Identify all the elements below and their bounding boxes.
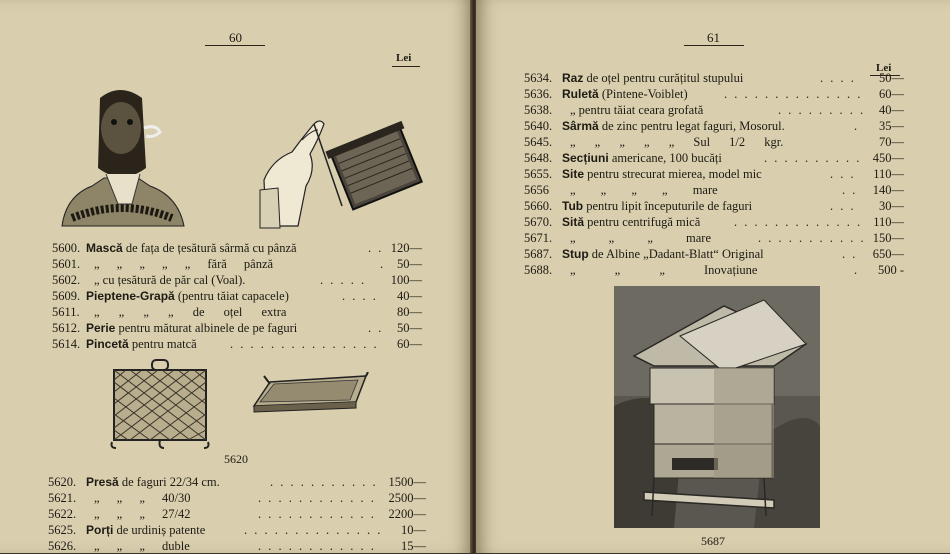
right-page: [476, 0, 950, 553]
list-item: 5634. Raz de oțel pentru curățitul stupului . . . . 50—: [524, 71, 904, 85]
currency-rule-left: [392, 66, 420, 67]
list-item: 5625. Porți de urdiniș patente . . . . . . . . . . . . . . 10—: [48, 523, 426, 537]
list-item: 5648. Secțiuni americane, 100 bucăți . . . . . . . . . . 450—: [524, 151, 904, 165]
list-item: 5622. „ „ „ 27/42 . . . . . . . . . . . . 2200—: [48, 507, 426, 521]
beehive-illustration: [614, 286, 820, 528]
list-item: 5671. „ „ „ mare . . . . . . . . . . . 150—: [524, 231, 904, 245]
list-item: 5621. „ „ „ 40/30 . . . . . . . . . . . . 2500—: [48, 491, 426, 505]
list-item: 5660. Tub pentru lipit începuturile de faguri . . . 30—: [524, 199, 904, 213]
list-item: 5656 „ „ „ „ mare . . 140—: [524, 183, 904, 197]
page-number-left: 60: [229, 30, 242, 45]
page-number-right: 61: [707, 30, 720, 45]
list-item: 5602. „ cu țesătură de păr cal (Voal). . . . . . 100—: [52, 273, 422, 287]
list-item: 5600. Mască de fața de țesătură sârmă cu pânză . . 120—: [52, 241, 422, 255]
currency-header-right: Lei: [876, 62, 892, 74]
list-item: 5626. „ „ „ duble . . . . . . . . . . . . 15—: [48, 539, 426, 553]
beehive-photo: [614, 286, 820, 528]
hand-comb-illustration: [258, 110, 424, 230]
list-item: 5611. „ „ „ „ de oțel extra 80—: [52, 305, 422, 319]
currency-header-left: Lei: [396, 52, 412, 64]
list-item: 5655. Site pentru strecurat mierea, model mic . . . 110—: [524, 167, 904, 181]
page-number-rule-right: [684, 45, 744, 46]
list-item: 5640. Sârmă de zinc pentru legat faguri, Mosorul. . 35—: [524, 119, 904, 133]
list-item: 5612. Perie pentru măturat albinele de pe faguri . . 50—: [52, 321, 422, 335]
list-item: 5614. Pincetă pentru matcă . . . . . . . . . . . . . . . 60—: [52, 337, 422, 351]
page-number-rule-left: [205, 45, 265, 46]
list-item: 5609. Pieptene-Grapă (pentru tăiat capacele) . . . . 40—: [52, 289, 422, 303]
bee-mask-illustration: [52, 78, 190, 228]
list-item: 5688. „ „ „ Inovațiune . 500 -: [524, 263, 904, 277]
list-item: 5601. „ „ „ „ „ fără pânză . 50—: [52, 257, 422, 271]
figure-caption-5620: 5620: [224, 452, 248, 466]
list-item: 5636. Ruletă (Pintene-Voiblet) . . . . . . . . . . . . . . 60—: [524, 87, 904, 101]
list-item: 5687. Stup de Albine „Dadant-Blatt“ Original . . 650—: [524, 247, 904, 261]
list-item: 5645. „ „ „ „ „ Sul 1/2 kgr. 70—: [524, 135, 904, 149]
comb-tray-illustration: [250, 372, 370, 414]
left-page: [0, 0, 472, 553]
comb-press-illustration: [110, 358, 210, 450]
list-item: 5638. „ pentru tăiat ceara grofată . . . . . . . . . 40—: [524, 103, 904, 117]
list-item: 5620. Presă de faguri 22/34 cm. . . . . . . . . . . . 1500—: [48, 475, 426, 489]
figure-caption-5687: 5687: [701, 534, 725, 548]
list-item: 5670. Sită pentru centrifugă mică . . . . . . . . . . . . . 110—: [524, 215, 904, 229]
